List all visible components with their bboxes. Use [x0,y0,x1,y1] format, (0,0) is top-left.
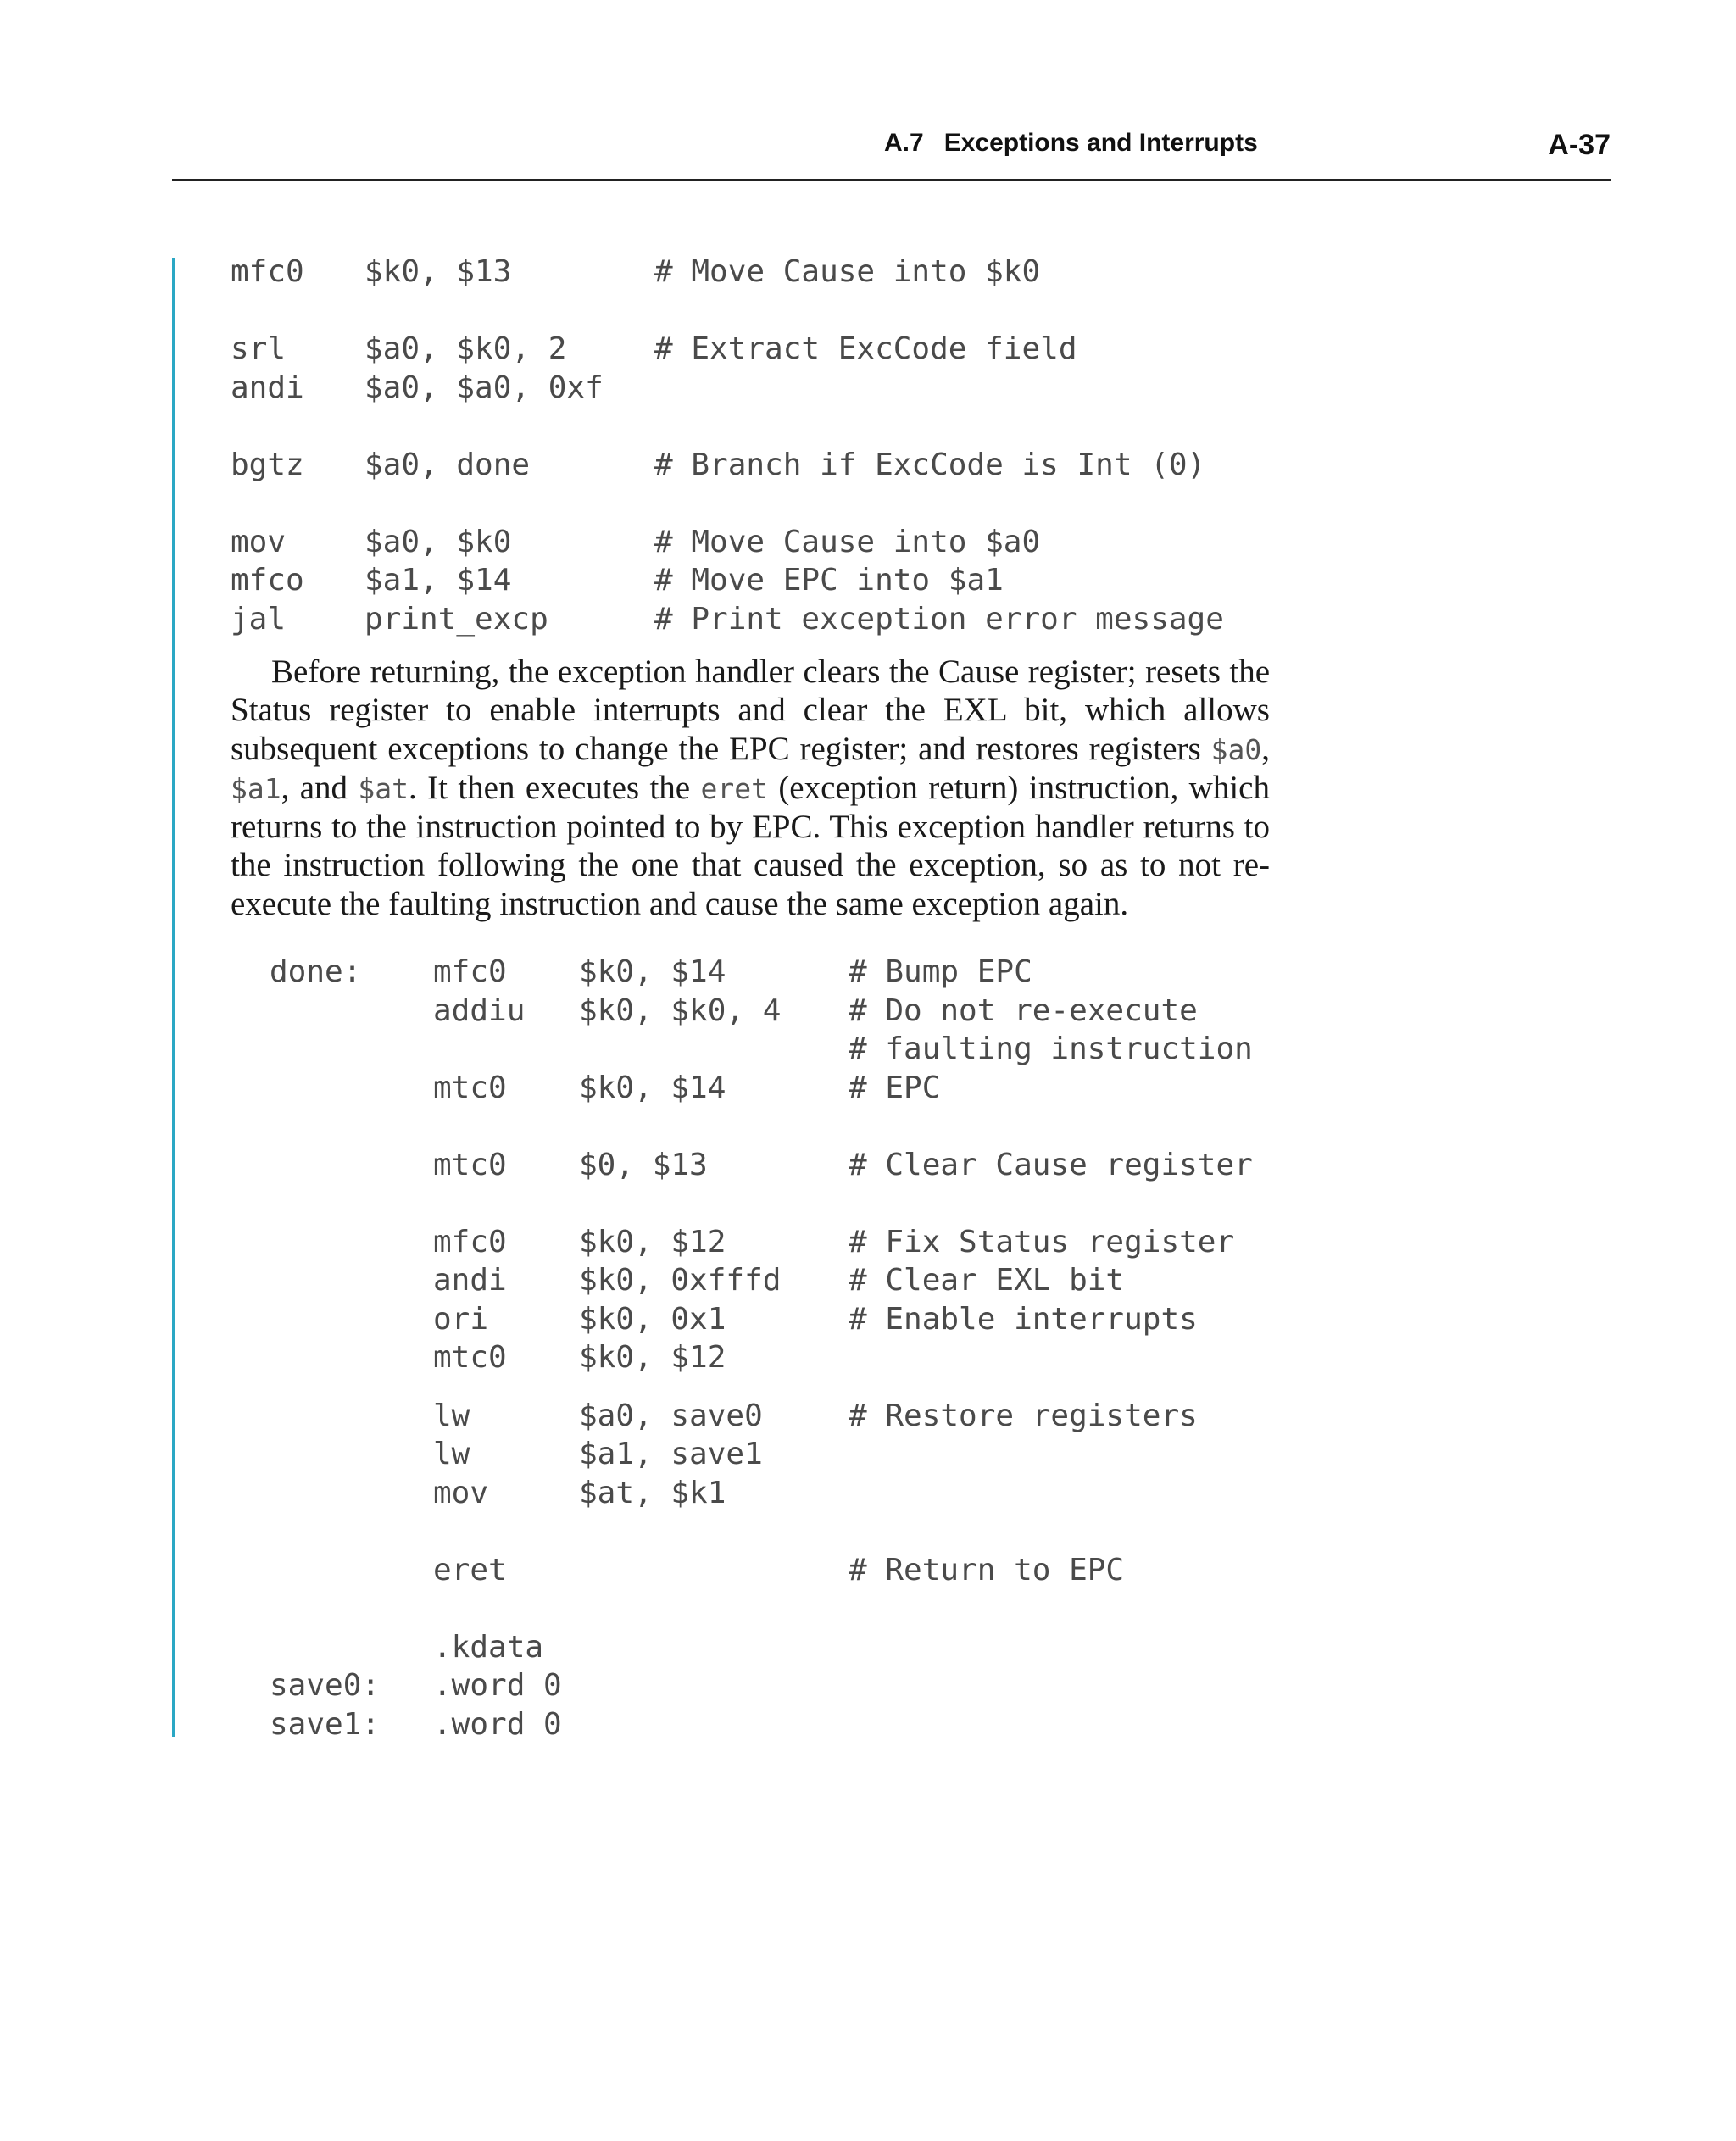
code-operands: $a1, save1 [579,1437,763,1471]
code-opcode: .word 0 [433,1706,562,1742]
code-operands: $k0, 0xfffd [579,1263,782,1298]
code-opcode: mfc0 [433,1224,507,1260]
code-opcode: srl [231,331,287,366]
code-opcode: andi [231,370,304,405]
code-comment: # Clear EXL bit [849,1263,1125,1298]
code-operands: $0, $13 [579,1147,708,1182]
code-opcode: mov [433,1475,489,1510]
page-number: A-37 [1548,129,1611,161]
code-comment: # Restore registers [849,1398,1198,1433]
code-operands: print_excp [364,601,548,637]
code-opcode: mtc0 [433,1147,507,1182]
code-operands: $a0, done [364,447,531,482]
code-operands: $k0, $12 [579,1340,726,1375]
code-label: save1: [270,1706,381,1742]
code-operands: $k0, 0x1 [579,1301,726,1337]
code-opcode: .word 0 [433,1668,562,1703]
code-opcode: mov [231,524,287,559]
code-comment: # Move Cause into $a0 [654,524,1041,559]
code-label: save0: [270,1668,381,1703]
inline-code-eret: eret [700,771,768,805]
running-header [884,129,1258,158]
code-opcode: mtc0 [433,1340,507,1375]
code-comment: # Fix Status register [849,1224,1235,1260]
code-opcode: mfc0 [231,254,304,289]
code-comment: # Print exception error message [654,601,1224,637]
code-comment: # Return to EPC [849,1552,1125,1588]
code-opcode: addiu [433,993,526,1028]
code-comment: # Clear Cause register [849,1147,1253,1182]
paragraph-text-5: (exception return) instruction, which returns to the instruction pointed to by EPC. This exception handler returns to the instruction following the one that caused the exception, so as to not re-execute the faulting instruction and cause the same exception again. [231,769,1270,922]
code-comment: # Move Cause into $k0 [654,254,1041,289]
code-opcode: .kdata [433,1629,544,1665]
code-comment: # faulting instruction [849,1032,1253,1066]
code-opcode: lw [433,1437,470,1471]
code-opcode: ori [433,1301,489,1337]
code-opcode: andi [433,1263,507,1298]
code-operands: $at, $k1 [579,1475,726,1510]
code-opcode: bgtz [231,447,304,482]
code-comment: # Bump EPC [849,954,1032,989]
code-operands: $a1, $14 [364,563,512,598]
code-comment: # Branch if ExcCode is Int (0) [654,447,1206,482]
code-opcode: mtc0 [433,1070,507,1105]
code-operands: $k0, $14 [579,954,726,989]
code-operands: $a0, $k0, 2 [364,331,567,366]
code-opcode: mfc0 [433,954,507,989]
code-operands: $a0, save0 [579,1398,763,1433]
code-operands: $k0, $14 [579,1070,726,1105]
code-opcode: mfco [231,563,304,598]
inline-code-a0: $a0 [1210,732,1262,766]
code-comment: # Do not re-execute [849,993,1198,1028]
code-comment: # EPC [849,1070,941,1105]
code-operands: $k0, $12 [579,1224,726,1260]
paragraph-text-2: , [1261,730,1270,767]
code-comment: # Enable interrupts [849,1301,1198,1337]
code-opcode: eret [433,1552,507,1588]
code-comment: # Extract ExcCode field [654,331,1077,366]
section-number: A.7 [884,129,924,157]
code-opcode: jal [231,601,287,637]
change-bar [172,258,175,1737]
code-label: done: [270,954,362,989]
code-opcode: lw [433,1398,470,1433]
body-paragraph [231,653,1270,923]
code-operands: $k0, $k0, 4 [579,993,782,1028]
inline-code-at: $at [358,771,409,805]
code-operands: $k0, $13 [364,254,512,289]
section-title: Exceptions and Interrupts [943,129,1258,157]
header-rule [172,179,1611,181]
paragraph-text-4: . It then executes the [409,769,701,806]
code-operands: $a0, $k0 [364,524,512,559]
code-operands: $a0, $a0, 0xf [364,370,604,405]
inline-code-a1: $a1 [231,771,281,805]
paragraph-text-3: , and [281,769,359,806]
paragraph-text-1: Before returning, the exception handler clears the Cause register; resets the Status register to enable interrupts and clear the EXL bit, which allows subsequent exceptions to change the EPC register; and restores registers [231,653,1270,767]
code-comment: # Move EPC into $a1 [654,563,1004,598]
